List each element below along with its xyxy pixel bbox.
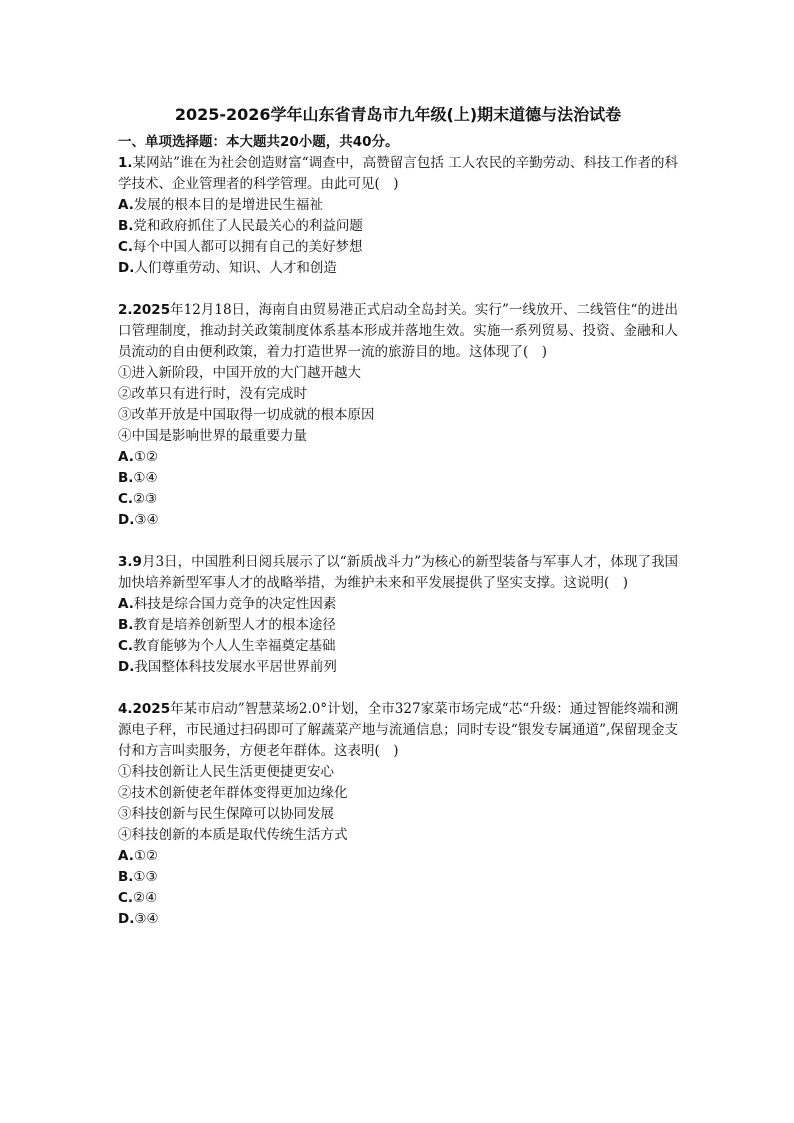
option-letter: D.	[118, 512, 135, 528]
question-text: 年12月18日，海南自由贸易港正式启动全岛封关。实行”一线放开、二线管住“的进出口管理制度，推动封关政策制度体系基本形成并落地生效。实施一系列贸易、投资、金融和人员流动的自由便利政策，着力打造世界一流的旅游目的地。这体现了( )	[118, 302, 678, 360]
answer-option[interactable]	[118, 489, 678, 510]
answer-option[interactable]	[118, 447, 678, 468]
question-list	[118, 153, 678, 930]
option-letter: A.	[118, 848, 134, 864]
option-letter: D.	[118, 260, 135, 276]
option-text: 我国整体科技发展水平居世界前列	[134, 659, 337, 675]
answer-option[interactable]	[118, 195, 678, 216]
option-text: ③④	[134, 512, 159, 528]
option-text: 人们尊重劳动、知识、人才和创造	[134, 260, 337, 276]
option-text: 发展的根本目的是增进民生福祉	[133, 197, 323, 213]
answer-option[interactable]	[118, 909, 678, 930]
question-spacer	[118, 279, 678, 300]
question-text: 某网站”谁在为社会创造财富“调查中，高赞留言包括 工人农民的辛勤劳动、科技工作者的科学技术、企业管理者的科学管理。由此可见( )	[118, 155, 678, 192]
option-text: ①②	[133, 449, 159, 465]
question-number: 3.9	[118, 554, 142, 570]
statement-item: ②改革只有进行时，没有完成时	[118, 386, 307, 402]
option-letter: A.	[118, 596, 134, 612]
option-letter: A.	[118, 449, 134, 465]
option-letter: C.	[118, 638, 134, 654]
option-letter: D.	[118, 911, 135, 927]
option-text: 每个中国人都可以拥有自己的美好梦想	[133, 239, 363, 255]
option-text: 党和政府抓住了人民最关心的利益问题	[133, 218, 363, 234]
statement-item: ④中国是影响世界的最重要力量	[118, 428, 307, 444]
option-letter: B.	[118, 617, 134, 633]
option-text: 教育是培养创新型人才的根本途径	[133, 617, 336, 633]
option-letter: C.	[118, 239, 134, 255]
option-letter: B.	[118, 218, 134, 234]
answer-option[interactable]	[118, 846, 678, 867]
answer-option[interactable]	[118, 615, 678, 636]
option-text: ③④	[134, 911, 159, 927]
option-letter: A.	[118, 197, 134, 213]
answer-option[interactable]	[118, 216, 678, 237]
question-spacer	[118, 531, 678, 552]
question-4	[118, 699, 678, 930]
option-letter: D.	[118, 659, 135, 675]
question-text: 年某市启动”智慧菜场2.0°计划，全市327家菜市场完成“芯“升级：通过智能终端和溯源电子秤，市民通过扫码即可了解蔬菜产地与流通信息；同时专设“银发专属通道”,保留现金支付和方言叫卖服务，方便老年群体。这表明( )	[118, 701, 678, 759]
answer-option[interactable]	[118, 510, 678, 531]
option-letter: B.	[118, 470, 134, 486]
option-text: 科技是综合国力竞争的决定性因素	[133, 596, 337, 612]
statement-item: ④科技创新的本质是取代传统生活方式	[118, 827, 348, 843]
exam-page	[118, 104, 678, 930]
statement-item: ②技术创新使老年群体变得更加边缘化	[118, 785, 348, 801]
section-heading: 一、单项选择题：本大题共20小题，共40分。	[118, 134, 399, 150]
question-number: 4.2025	[118, 701, 171, 717]
exam-title: 2025-2026学年山东省青岛市九年级(上)期末道德与法治试卷	[174, 105, 622, 124]
statement-item: ①进入新阶段，中国开放的大门越开越大	[118, 365, 361, 381]
question-stem	[118, 699, 678, 762]
question-2	[118, 300, 678, 531]
question-spacer	[118, 678, 678, 699]
question-1	[118, 153, 678, 279]
statement-item: ①科技创新让人民生活更便捷更安心	[118, 764, 334, 780]
option-text: ①③	[133, 869, 158, 885]
question-stem	[118, 552, 678, 594]
option-text: ②③	[133, 491, 158, 507]
option-letter: C.	[118, 890, 134, 906]
question-stem	[118, 300, 678, 363]
answer-option[interactable]	[118, 888, 678, 909]
answer-option[interactable]	[118, 594, 678, 615]
question-stem	[118, 153, 678, 195]
option-letter: B.	[118, 869, 134, 885]
question-text: 月3日，中国胜利日阅兵展示了以“新质战斗力”为核心的新型装备与军事人才，体现了我国加快培养新型军事人才的战略举措，为维护未来和平发展提供了坚实支撑。这说明( )	[118, 554, 678, 591]
question-3	[118, 552, 678, 678]
option-text: ②④	[133, 890, 158, 906]
answer-option[interactable]	[118, 468, 678, 489]
answer-option[interactable]	[118, 258, 678, 279]
option-text: ①④	[133, 470, 158, 486]
question-number: 2.2025	[118, 302, 171, 318]
option-letter: C.	[118, 491, 134, 507]
answer-option[interactable]	[118, 867, 678, 888]
statement-item: ③科技创新与民生保障可以协同发展	[118, 806, 334, 822]
answer-option[interactable]	[118, 657, 678, 678]
answer-option[interactable]	[118, 636, 678, 657]
answer-option[interactable]	[118, 237, 678, 258]
question-number: 1.	[118, 155, 133, 171]
statement-item: ③改革开放是中国取得一切成就的根本原因	[118, 407, 375, 423]
option-text: ①②	[133, 848, 159, 864]
option-text: 教育能够为个人人生幸福奠定基础	[133, 638, 336, 654]
